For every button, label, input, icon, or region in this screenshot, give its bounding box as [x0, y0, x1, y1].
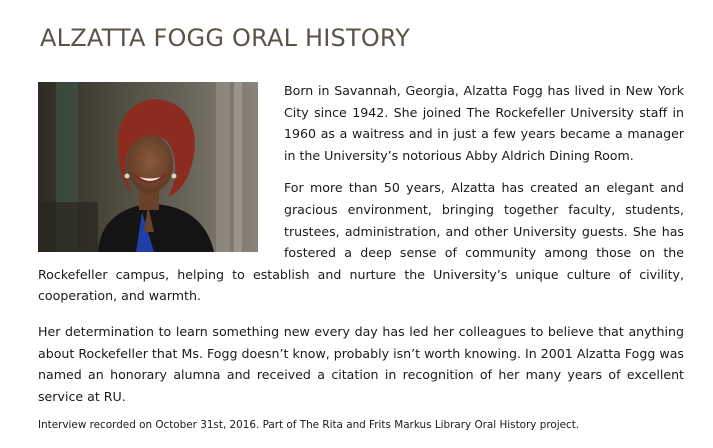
portrait-photo	[38, 82, 258, 252]
paragraph-bio-intro: Born in Savannah, Georgia, Alzatta Fogg has lived in New York City since 1942. She joined The Rockefeller University staff in 1960 as a waitress and in just a few years became a manager in the University’s notorious Abby Aldrich Dining Room.	[284, 83, 684, 163]
paragraph-bio-career: For more than 50 years, Alzatta has created an elegant and gracious environment, bringing together faculty, students, trustees, administration, and other University guests. She has fostered a deep sense of community among those on the Rockefeller campus, helping to establish and nurture the University’s unique culture of civility, cooperation, and warmth.	[38, 180, 684, 304]
page-title: ALZATTA FOGG ORAL HISTORY	[40, 24, 411, 52]
paragraph-bio-honors: Her determination to learn something new every day has led her colleagues to believe that anything about Rockefeller that Ms. Fogg doesn’t know, probably isn’t worth knowing. In 2001 Alzatta Fogg was named an honorary alumna and received a citation in recognition of her many years of excellent service at RU.	[38, 323, 684, 404]
article-body	[38, 80, 684, 418]
interview-footnote: Interview recorded on October 31st, 2016. Part of The Rita and Frits Markus Library Oral History project.	[38, 419, 580, 431]
